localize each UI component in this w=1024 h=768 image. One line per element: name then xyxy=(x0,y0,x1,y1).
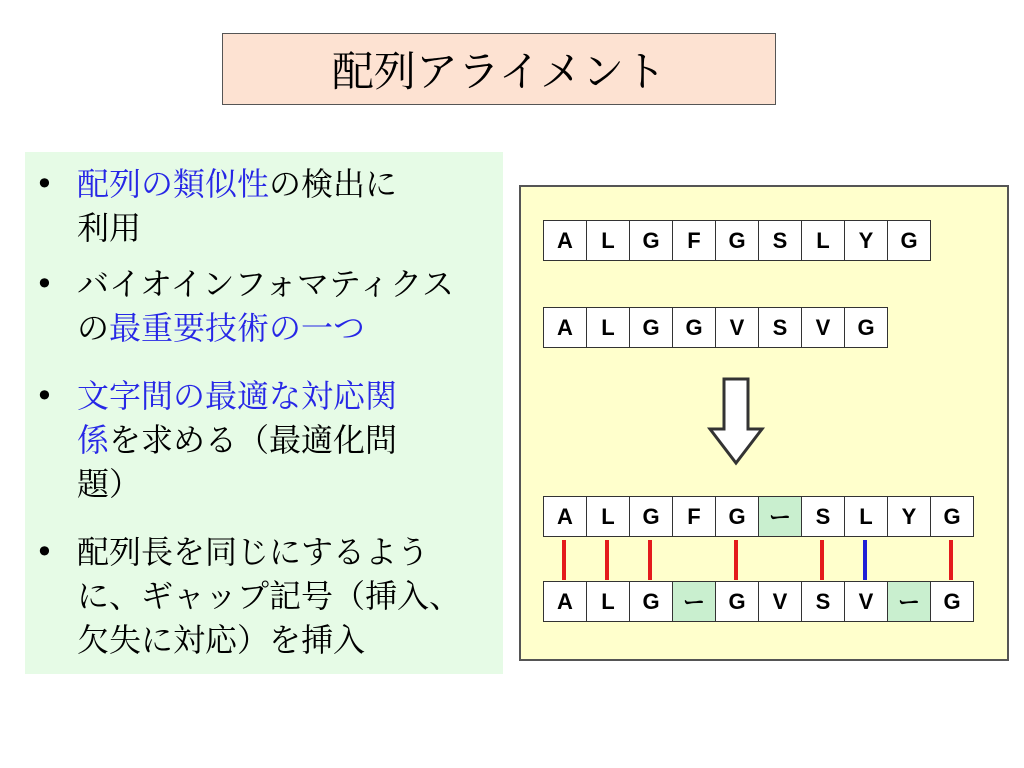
residue-cell: G xyxy=(888,221,931,261)
gap-cell: ー xyxy=(673,582,716,622)
bullet-line xyxy=(77,574,487,618)
bullet-line xyxy=(77,418,487,462)
residue-cell: G xyxy=(630,308,673,348)
bullet-line xyxy=(77,618,487,662)
residue-cell: S xyxy=(802,497,845,537)
bullet-segment: 題） xyxy=(77,465,142,503)
residue-cell: F xyxy=(673,497,716,537)
bullet-segment: バイオインフォマティクス xyxy=(77,265,454,303)
residue-cell: G xyxy=(931,582,974,622)
match-connector xyxy=(949,540,953,580)
residue-cell: G xyxy=(630,582,673,622)
residue-cell: G xyxy=(845,308,888,348)
residue-cell: L xyxy=(587,582,630,622)
down-arrow-icon xyxy=(706,377,766,467)
bullet-line xyxy=(77,374,487,418)
residue-cell: Y xyxy=(888,497,931,537)
bullet-segment: を求める（最適化問 xyxy=(109,421,398,459)
aligned-sequence-2-row xyxy=(543,581,974,622)
bullet-segment: 配列長を同じにするよう xyxy=(77,533,430,571)
gap-cell: ー xyxy=(888,582,931,622)
highlighted-text: 最重要技術の一つ xyxy=(109,309,366,347)
residue-cell: V xyxy=(802,308,845,348)
residue-cell: G xyxy=(716,221,759,261)
residue-cell: S xyxy=(759,308,802,348)
residue-cell: V xyxy=(716,308,759,348)
gap-cell: ー xyxy=(759,497,802,537)
residue-cell: F xyxy=(673,221,716,261)
residue-cell: G xyxy=(716,582,759,622)
residue-cell: A xyxy=(544,497,587,537)
bullet-line xyxy=(77,462,487,506)
match-connector xyxy=(820,540,824,580)
match-connector xyxy=(648,540,652,580)
residue-cell: L xyxy=(587,308,630,348)
bullet-segment: に、ギャップ記号（挿入、 xyxy=(77,577,462,615)
bullet-marker: • xyxy=(35,377,54,415)
highlighted-text: 係 xyxy=(77,421,110,459)
bullet-segment: の検出に xyxy=(269,165,398,203)
residue-cell: G xyxy=(630,221,673,261)
bullet-text xyxy=(77,262,487,350)
bullet-text xyxy=(77,530,487,662)
highlighted-text: 配列の類似性 xyxy=(77,165,270,203)
residue-cell: L xyxy=(587,497,630,537)
residue-cell: G xyxy=(630,497,673,537)
mismatch-connector xyxy=(863,540,867,580)
residue-cell: G xyxy=(716,497,759,537)
alignment-diagram xyxy=(519,185,1009,661)
bullet-line xyxy=(77,530,487,574)
bullet-marker: • xyxy=(35,265,54,303)
match-connector xyxy=(605,540,609,580)
bullet-line xyxy=(77,262,487,306)
bullet-list xyxy=(25,152,503,674)
residue-cell: L xyxy=(587,221,630,261)
highlighted-text: 文字間の最適な対応関 xyxy=(77,377,398,415)
match-connector xyxy=(734,540,738,580)
bullet-segment: の xyxy=(77,309,110,347)
slide-title: 配列アライメント xyxy=(222,33,776,105)
residue-cell: A xyxy=(544,582,587,622)
bullet-line xyxy=(77,162,487,206)
residue-cell: L xyxy=(845,497,888,537)
residue-cell: V xyxy=(759,582,802,622)
bullet-line xyxy=(77,306,487,350)
residue-cell: G xyxy=(673,308,716,348)
residue-cell: L xyxy=(802,221,845,261)
bullet-segment: 欠失に対応）を挿入 xyxy=(77,621,366,659)
sequence-2-row xyxy=(543,307,888,348)
bullet-segment: 利用 xyxy=(77,209,142,247)
bullet-line xyxy=(77,206,487,250)
bullet-marker: • xyxy=(35,533,54,571)
match-connector xyxy=(562,540,566,580)
aligned-sequence-1-row xyxy=(543,496,974,537)
residue-cell: V xyxy=(845,582,888,622)
residue-cell: S xyxy=(759,221,802,261)
bullet-marker: • xyxy=(35,165,54,203)
residue-cell: A xyxy=(544,221,587,261)
residue-cell: A xyxy=(544,308,587,348)
bullet-text xyxy=(77,374,487,506)
residue-cell: G xyxy=(931,497,974,537)
residue-cell: S xyxy=(802,582,845,622)
residue-cell: Y xyxy=(845,221,888,261)
bullet-text xyxy=(77,162,487,250)
sequence-1-row xyxy=(543,220,931,261)
